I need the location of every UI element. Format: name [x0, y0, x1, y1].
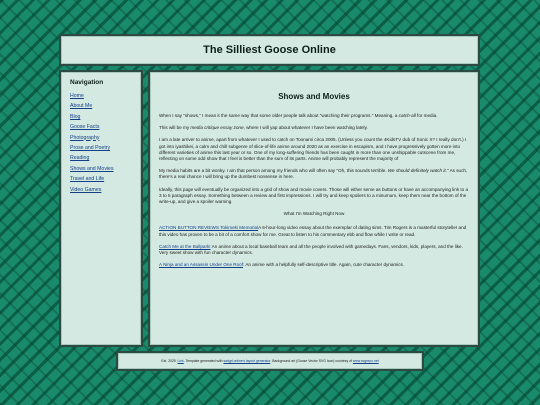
footer-segment: . Background art (Goose Vector SVG Icon) courtesy of: [270, 359, 353, 363]
nav-link-travel-life[interactable]: Travel and Life: [70, 176, 105, 183]
watching-entry: [159, 225, 469, 237]
entry-description: A 6-hour-long video essay about the exemplar of dating sims. Tim Rogers is a masterful storyteller and this video has proven to be a bit of a comfort show for me. Great to listen to his commentary ebb and flow while I write or read.: [159, 225, 467, 237]
paragraph-text: My media habits are a bit wonky. I am that person among my friends who will often say "Oh, this sounds terrible.: [159, 168, 388, 174]
entry-link-ninja-assassin[interactable]: A Ninja and an Assassin Under One Roof: [159, 262, 244, 268]
entry-description: : An anime with a helpfully self-descriptive title. Again, cute character dynamics.: [243, 262, 405, 268]
site-title: The Silliest Goose Online: [203, 44, 336, 56]
nav-link-home[interactable]: Home: [70, 93, 84, 99]
plans-paragraph: Ideally, this page will eventually be organized into a grid of show and movie covers. Those will either serve as buttons or have an accompanying link to a 3 to 5 paragraph essay. Something between a review and first impressions. I will try and keep spoilers to a minumum, keep them near the bottom of the write-up, and give a spoiler warning.: [159, 186, 469, 205]
layout-generator-link[interactable]: sadgrl.online's layout generator: [223, 359, 271, 363]
watching-entry: [159, 244, 469, 256]
footer-segment: . Template generated with: [183, 359, 224, 363]
nav-heading: Navigation: [70, 79, 104, 86]
watching-entry: [159, 262, 469, 268]
footer-segment: Est. 2025.: [161, 359, 178, 363]
entry-link-action-button-reviews[interactable]: ACTION BUTTON REVIEWS Tokimeki Memorial: [159, 225, 259, 231]
site-header: [59, 34, 480, 66]
paragraph-text: When I say "shows," I mean it the same way that some older people talk about "watching their programs." Meaning, a: [159, 113, 399, 118]
anime-paragraph: I am a late arriver to anime, apart from whatever I used to catch on Toonami circa 2005. (Unless you count the 4KidsTV dub of Sonic X? I really don't.) I got into iyashikei, a calm and chill subgenre of slice-of-life anime around 2020 as an exercise in escapism, and I have progressively gotten more into different varieties of anime this last year or so. One of my long-suffering friends has been caught in more than one unshippable cutscene from me, reflecting on some odd show that I feel is better than the sum of its parts. Anime will probably represent the majority of: [159, 137, 467, 162]
site-footer: [116, 351, 424, 371]
paragraph-text: , where I will yap about whatever I have been watching lately.: [243, 125, 368, 131]
nav-link-shows-movies[interactable]: Shows and Movies: [70, 165, 114, 172]
intro-paragraph: [159, 113, 469, 119]
nav-link-goose-facts[interactable]: Goose Facts: [70, 124, 100, 131]
habits-paragraph: [159, 168, 469, 180]
emphasis-text: media critique essay zone: [190, 125, 244, 131]
emphasis-text: We should definitely watch it.: [387, 168, 447, 174]
page-title: Shows and Movies: [278, 92, 350, 101]
sidebar-navigation: [59, 70, 143, 347]
main-content: [148, 70, 480, 347]
critique-paragraph: [159, 125, 469, 131]
nav-link-video-games[interactable]: Video Games: [70, 186, 102, 193]
svgrepo-link[interactable]: www.svgrepo.net: [352, 359, 379, 363]
emphasis-text: catch-all: [398, 113, 416, 118]
footer-text: [161, 359, 378, 363]
paragraph-text: " As such, there's a real chance I will bring up the dumbest nonsense in here.: [159, 168, 468, 180]
nav-link-reading[interactable]: Reading: [70, 155, 90, 162]
nav-link-prose-poetry[interactable]: Prose and Poetry: [70, 144, 111, 151]
nav-link-photography[interactable]: Photography: [70, 134, 100, 141]
watching-subheading: What I'm Watching Right Now: [283, 211, 345, 217]
footer-link[interactable]: Link: [177, 359, 184, 363]
entry-description: An anime about a local baseball team and all the people involved with gamedays. Fans, vendors, kids, players, and the like. Very sweet show with fun character dynamics.: [159, 243, 463, 256]
paragraph-text: This will be my: [159, 125, 191, 131]
nav-link-about-me[interactable]: About Me: [70, 103, 93, 110]
paragraph-text: for media.: [415, 113, 438, 118]
entry-link-catch-me-ballpark[interactable]: Catch Me at the Ballpark!: [159, 243, 211, 249]
nav-link-blog[interactable]: Blog: [70, 113, 81, 120]
